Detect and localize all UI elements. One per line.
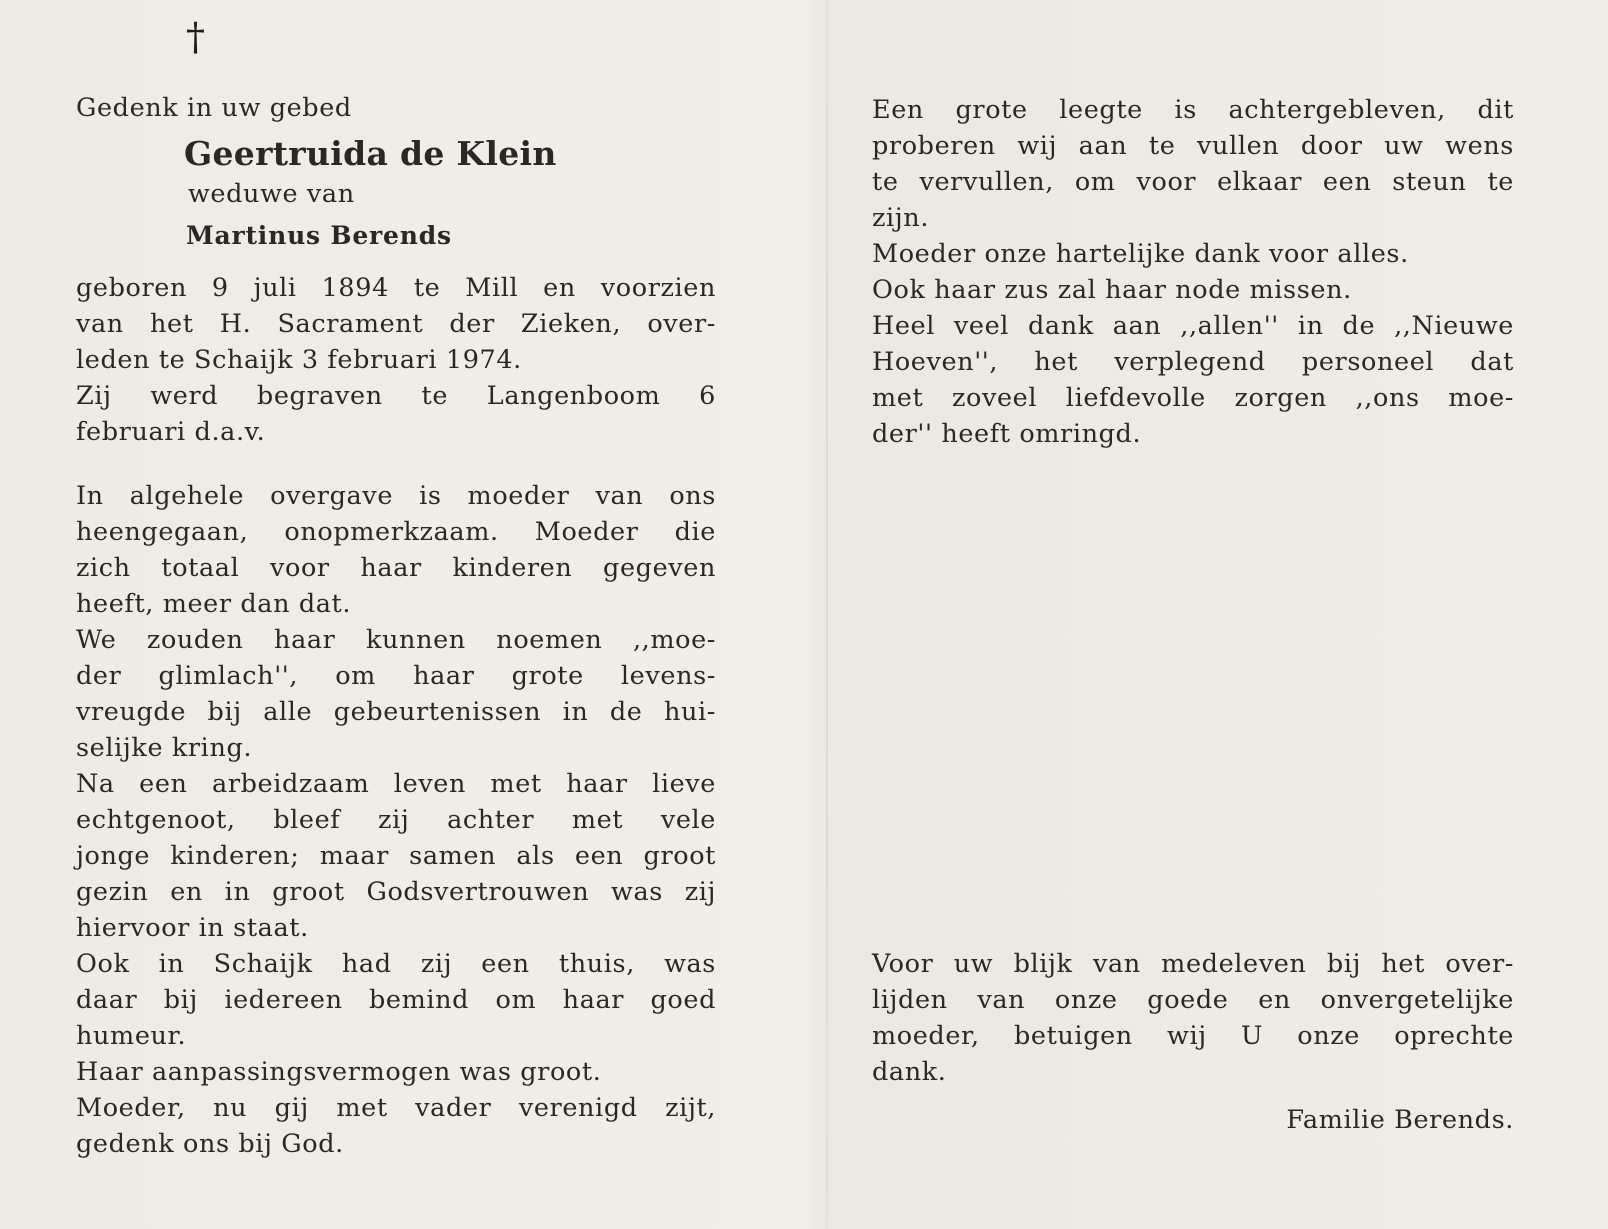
gratitude-line: Een grote leegte is achtergebleven, dit <box>872 95 1514 125</box>
intro-text: Gedenk in uw gebed <box>76 93 352 123</box>
gratitude-line: met zoveel liefdevolle zorgen ,,ons moe- <box>872 383 1514 413</box>
widow-of-text: weduwe van <box>188 179 355 209</box>
tribute-line: echtgenoot, bleef zij achter met vele <box>76 805 716 835</box>
tribute-line: Ook in Schaijk had zij een thuis, was <box>76 949 716 979</box>
left-panel <box>76 90 716 1162</box>
gratitude-line: Moeder onze hartelijke dank voor alles. <box>872 239 1409 269</box>
thanks-line: lijden van onze goede en onvergetelijke <box>872 985 1514 1015</box>
thanks-line: moeder, betuigen wij U onze oprechte <box>872 1021 1514 1051</box>
thanks-line: Voor uw blijk van medeleven bij het over- <box>872 949 1514 979</box>
tribute-line: vreugde bij alle gebeurtenissen in de hui- <box>76 697 716 727</box>
tribute-line: We zouden haar kunnen noemen ,,moe- <box>76 625 716 655</box>
gratitude-line: te vervullen, om voor elkaar een steun te <box>872 167 1514 197</box>
deceased-name: Geertruida de Klein <box>184 134 557 173</box>
gratitude-line: zijn. <box>872 203 930 233</box>
tribute-line: zich totaal voor haar kinderen gegeven <box>76 553 716 583</box>
tribute-block <box>76 478 716 1162</box>
tribute-line: In algehele overgave is moeder van ons <box>76 481 716 511</box>
tribute-line: Haar aanpassingsvermogen was groot. <box>76 1057 602 1087</box>
tribute-line: Moeder, nu gij met vader verenigd zijt, <box>76 1093 716 1123</box>
tribute-line: heeft, meer dan dat. <box>76 589 352 619</box>
cross-icon: † <box>186 15 205 59</box>
family-signature: Familie Berends. <box>1286 1105 1514 1135</box>
tribute-line: humeur. <box>76 1021 187 1051</box>
husband-name: Martinus Berends <box>186 221 452 250</box>
gratitude-line: der'' heeft omringd. <box>872 419 1142 449</box>
tribute-line: Na een arbeidzaam leven met haar lieve <box>76 769 716 799</box>
thanks-line: dank. <box>872 1057 947 1087</box>
right-panel-top <box>872 92 1514 452</box>
bio-line: geboren 9 juli 1894 te Mill en voorzien <box>76 273 716 303</box>
tribute-line: daar bij iedereen bemind om haar goed <box>76 985 716 1015</box>
gratitude-line: Hoeven'', het verplegend personeel dat <box>872 347 1514 377</box>
bio-line: februari d.a.v. <box>76 417 266 447</box>
tribute-line: selijke kring. <box>76 733 253 763</box>
tribute-line: heengegaan, onopmerkzaam. Moeder die <box>76 517 716 547</box>
tribute-line: gezin en in groot Godsvertrouwen was zij <box>76 877 716 907</box>
bio-line: leden te Schaijk 3 februari 1974. <box>76 345 522 375</box>
tribute-line: jonge kinderen; maar samen als een groot <box>76 841 716 871</box>
gratitude-line: Ook haar zus zal haar node missen. <box>872 275 1352 305</box>
bio-line: van het H. Sacrament der Zieken, over- <box>76 309 716 339</box>
card-fold <box>826 0 828 1229</box>
tribute-line: gedenk ons bij God. <box>76 1129 344 1159</box>
bio-line: Zij werd begraven te Langenboom 6 <box>76 381 716 411</box>
gratitude-line: Heel veel dank aan ,,allen'' in de ,,Nieuwe <box>872 311 1514 341</box>
right-panel-thanks <box>872 946 1514 1138</box>
gratitude-line: proberen wij aan te vullen door uw wens <box>872 131 1514 161</box>
tribute-line: hiervoor in staat. <box>76 913 309 943</box>
tribute-line: der glimlach'', om haar grote levens- <box>76 661 716 691</box>
bio-block <box>76 270 716 450</box>
